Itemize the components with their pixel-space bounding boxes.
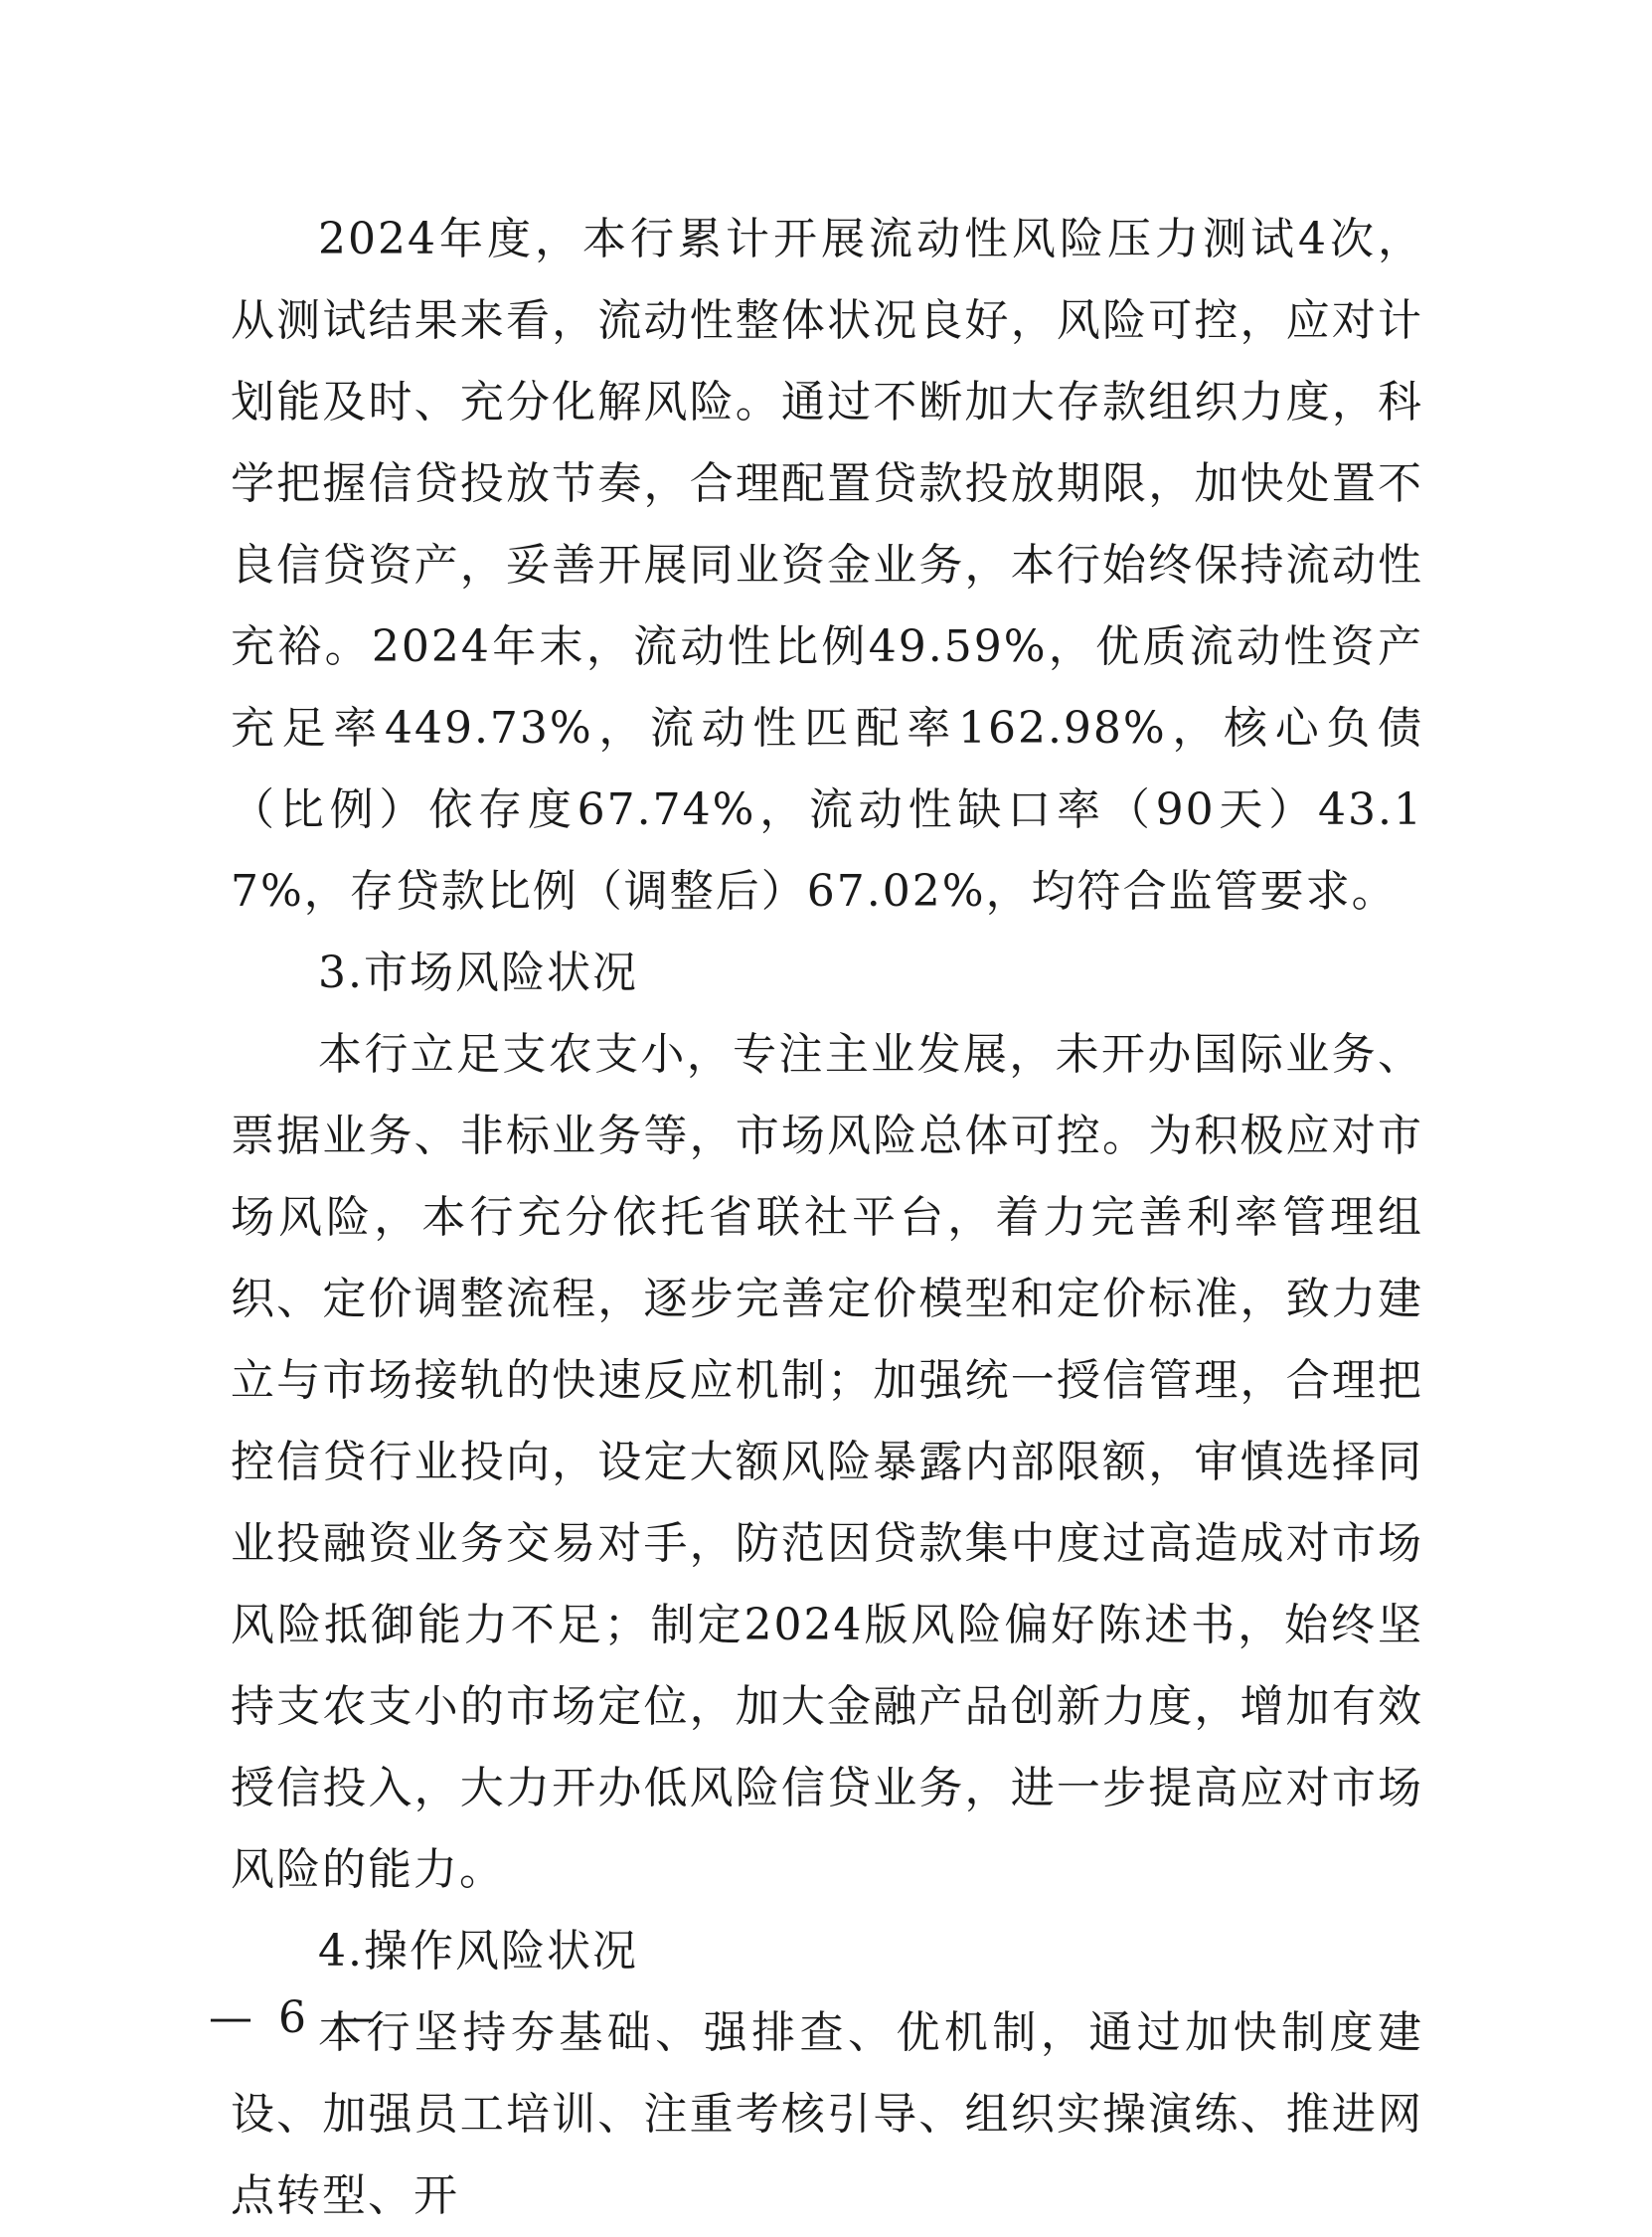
paragraph-operational-risk: 本行坚持夯基础、强排查、优机制，通过加快制度建设、加强员工培训、注重考核引导、组织实操演练、推进网点转型、开 [231, 2007, 1423, 2221]
page-number: — 6 — [209, 1992, 382, 2043]
section-heading-market-risk: 3.市场风险状况 [318, 947, 638, 998]
section-heading-operational-risk: 4.操作风险状况 [318, 1926, 638, 1977]
document-body [231, 199, 1423, 2237]
paragraph-liquidity-risk: 2024年度，本行累计开展流动性风险压力测试4次，从测试结果来看，流动性整体状况良好，风险可控，应对计划能及时、充分化解风险。通过不断加大存款组织力度，科学把握信贷投放节奏，合理配置贷款投放期限，加快处置不良信贷资产，妥善开展同业资金业务，本行始终保持流动性充裕。2024年末，流动性比例49.59%，优质流动性资产充足率449.73%，流动性匹配率162.98%，核心负债（比例）依存度67.74%，流动性缺口率（90天）43.17%，存贷款比例（调整后）67.02%，均符合监管要求。 [231, 214, 1423, 917]
paragraph-market-risk: 本行立足支农支小，专注主业发展，未开办国际业务、票据业务、非标业务等，市场风险总体可控。为积极应对市场风险，本行充分依托省联社平台，着力完善利率管理组织、定价调整流程，逐步完善定价模型和定价标准，致力建立与市场接轨的快速反应机制；加强统一授信管理，合理把控信贷行业投向，设定大额风险暴露内部限额，审慎选择同业投融资业务交易对手，防范因贷款集中度过高造成对市场风险抵御能力不足；制定2024版风险偏好陈述书，始终坚持支农支小的市场定位，加大金融产品创新力度，增加有效授信投入，大力开办低风险信贷业务，进一步提高应对市场风险的能力。 [231, 1029, 1423, 1895]
